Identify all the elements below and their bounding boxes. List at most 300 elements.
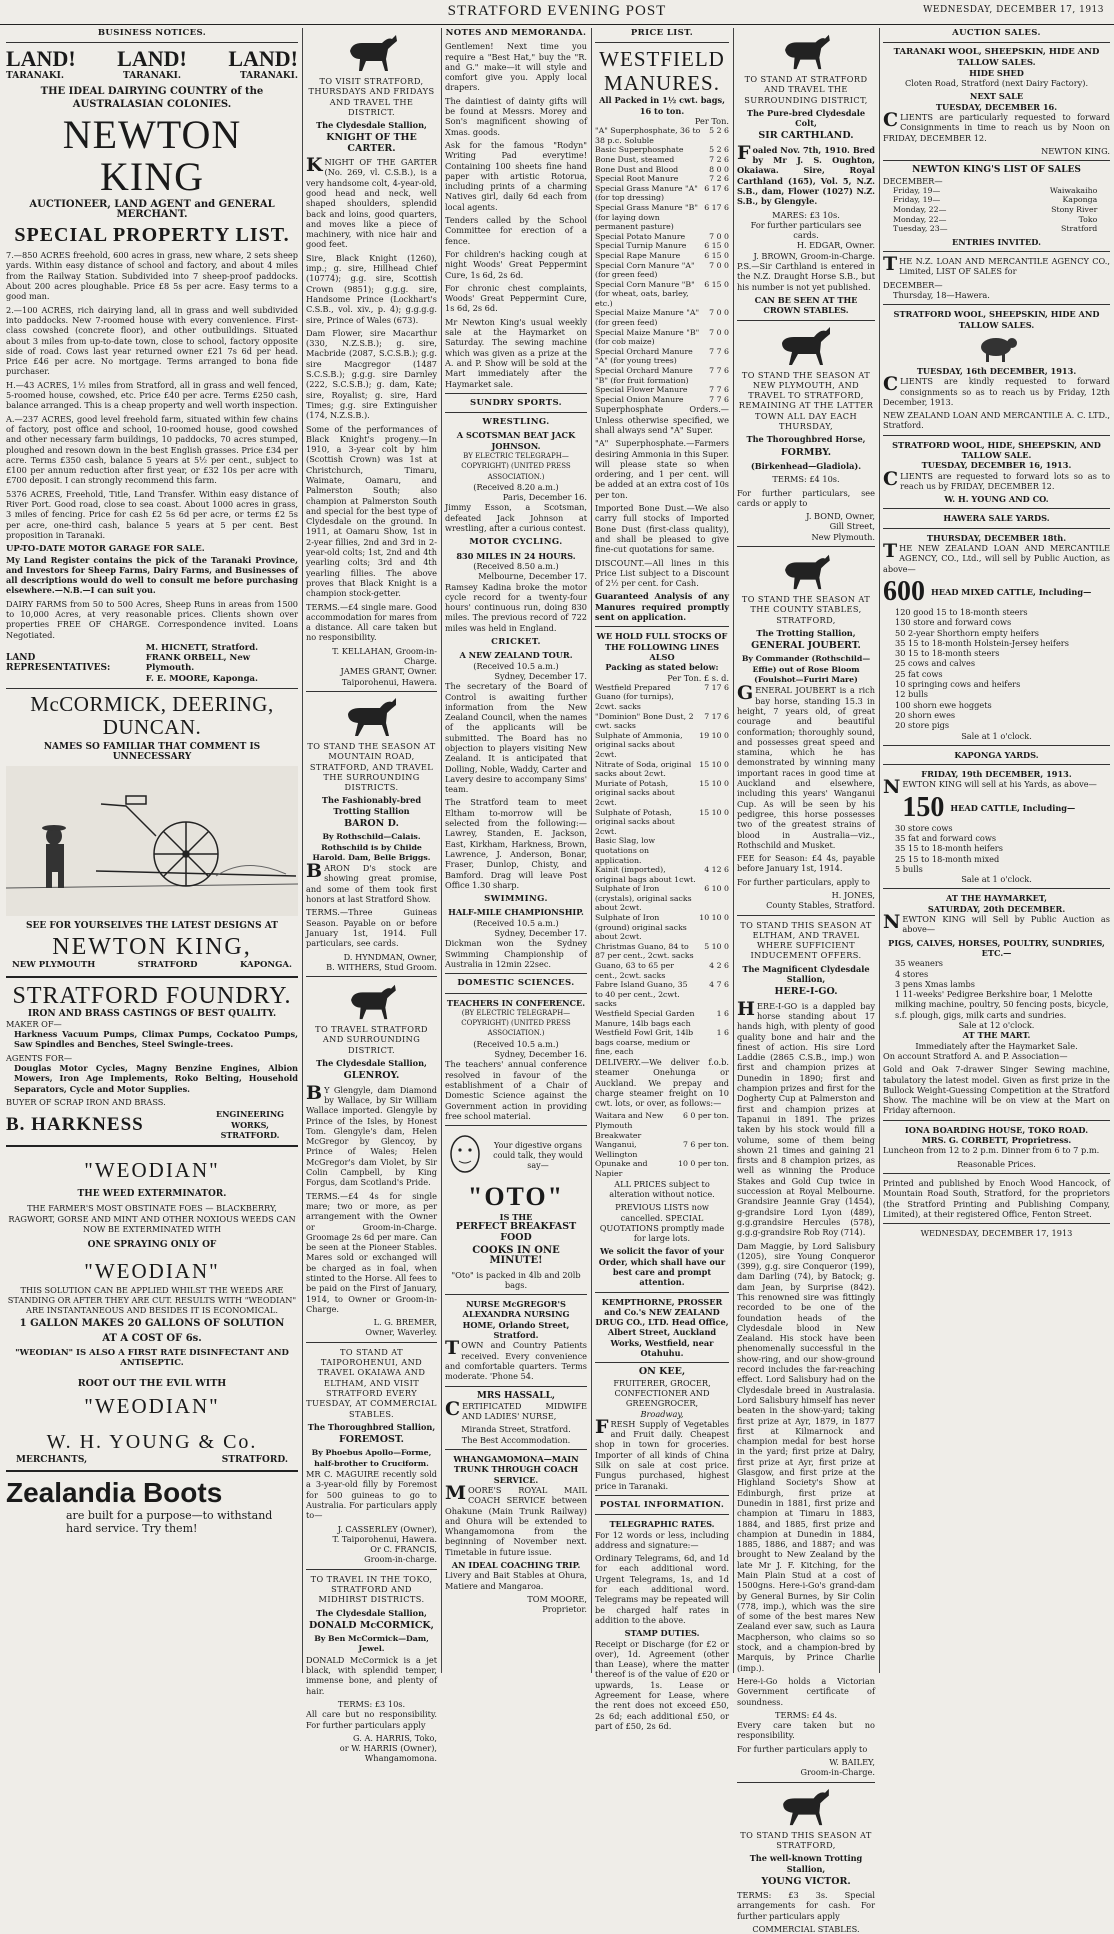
table-row xyxy=(595,942,729,961)
fertiliser-price-table xyxy=(595,683,729,1057)
item-name: Special Maize Manure "A" (for green feed) xyxy=(595,308,700,328)
stallion-signature xyxy=(737,240,875,261)
sig-line: Or C. FRANCIS, xyxy=(370,1544,437,1555)
land-word: LAND! xyxy=(228,46,298,72)
packed-line: All Packed in 1½ cwt. bags, 16 to ton. xyxy=(599,95,725,116)
item-name: Westfield Prepared Guano (for turnips), 2cwt. sacks xyxy=(595,682,674,712)
iona-heading: IONA BOARDING HOUSE, TOKO ROAD. xyxy=(904,1124,1089,1135)
packing-label: Packing as stated below: xyxy=(605,662,719,673)
sig-line: Groom-in-Charge. xyxy=(800,1767,875,1778)
haymarket: AT THE HAYMARKET, xyxy=(946,893,1047,904)
stallion-type: The Clydesdale Stallion, xyxy=(316,1058,427,1069)
auctioneer-line: AUCTIONEER, LAND AGENT and GENERAL MERCHANT. xyxy=(29,198,275,220)
note-item: For chronic chest complaints, Woods' Great Peppermint Cure, 1s 6d, 2s 6d. xyxy=(445,282,587,314)
item-price: Stratford xyxy=(1061,224,1098,234)
stallion-note: For further particulars, apply to xyxy=(737,876,870,887)
sig-line: or W. HARRIS (Owner), xyxy=(339,1743,437,1754)
stallion-text: BARON D's stock are showing great promise, and some of them took first honors at last Stratford Show. xyxy=(306,860,437,905)
table-row xyxy=(595,1028,729,1057)
ideal-country: THE IDEAL DAIRYING COUNTRY of the AUSTRALASIAN COLONIES. xyxy=(40,85,264,110)
table-row xyxy=(595,145,729,155)
stallion-name: GLENROY. xyxy=(343,1070,400,1082)
column-stallions xyxy=(306,28,437,1764)
item-name: Opunake and Napier xyxy=(595,1159,648,1179)
taranaki-row xyxy=(6,71,298,81)
stallion-header: TO STAND THIS SEASON AT STRATFORD, xyxy=(740,1829,872,1850)
stallion-signature xyxy=(306,1317,437,1338)
headline: 830 MILES IN 24 HOURS. xyxy=(456,550,576,561)
oto-is: IS THE xyxy=(499,1212,533,1223)
section-header: AUCTION SALES. xyxy=(952,28,1041,38)
item-name: Sulphate of Potash, original sacks about 2cwt. xyxy=(595,807,675,836)
face-icon xyxy=(445,1130,485,1182)
stallion-text: KNIGHT OF THE GARTER (No. 269, vl. C.S.B.), is a very handsome colt, 4-year-old, good head and neck, well shaped shoulders, splendid back and loins, good quarters, and moves like a piece of machinery, with nice hair and good feet. xyxy=(306,154,437,250)
divider xyxy=(883,528,1110,529)
table-row xyxy=(595,1159,729,1178)
list-item: 130 store and forward cows xyxy=(895,617,1012,628)
article-text: The teachers' annual conference resolved in favour of the establishment of a Chair of Domestic Science against the Government action in providing free school material. xyxy=(445,1059,587,1121)
item-name: "Dominion" Bone Dust, 2 cwt. sacks xyxy=(595,711,694,731)
section-header: NOTES AND MEMORANDA. xyxy=(445,28,587,38)
article-text: Dickman won the Sydney Swimming Championship of Australia in 12min 22sec. xyxy=(445,938,587,969)
kaponga-yards: KAPONGA YARDS. xyxy=(954,749,1039,760)
sig-line: G. A. HARRIS, Toko, xyxy=(353,1732,437,1743)
list-item: 25 cows and calves xyxy=(895,658,976,669)
table-row xyxy=(893,215,1097,225)
merchants-label: MERCHANTS, xyxy=(16,1454,88,1465)
sig-line: T. Taiporohenui, Hawera. xyxy=(332,1533,437,1544)
telegraphic-rates: TELEGRAPHIC RATES. xyxy=(609,1519,715,1530)
item-price: 6 15 0 xyxy=(704,279,729,289)
byline: BY ELECTRIC TELEGRAPH—COPYRIGHT) (UNITED PRESS ASSOCIATION.) xyxy=(461,451,571,481)
stallion-name: FORMBY. xyxy=(780,446,832,458)
table-row xyxy=(595,760,729,779)
headline: HALF-MILE CHAMPIONSHIP. xyxy=(448,907,584,918)
harkness-works: ENGINEERING WORKS, STRATFORD. xyxy=(215,1109,285,1140)
divider xyxy=(6,1470,298,1472)
root-out-line: ROOT OUT THE EVIL WITH xyxy=(77,1377,227,1389)
item-price: Stony River xyxy=(1051,205,1098,215)
divider xyxy=(306,691,437,692)
young-co-title: W. H. YOUNG & Co. xyxy=(46,1430,258,1453)
item-price: 7 7 6 xyxy=(709,394,729,404)
item-price: 7 7 6 xyxy=(709,385,729,395)
stallion-type: The Clydesdale Stallion, xyxy=(316,120,427,131)
kempthorne: KEMPTHORNE, PROSSER and Co.'s NEW ZEALAND DRUG CO., LTD. Head Office, Albert Street, Auckland Works, Westfield, near Otahuhu. xyxy=(595,1296,729,1359)
item-price: 1 6 xyxy=(716,1028,729,1038)
item-price: 7 0 0 xyxy=(709,327,729,337)
oto-pack: "Oto" is packed in 4lb and 20lb bags. xyxy=(451,1269,581,1290)
list-item: 25 fat cows xyxy=(895,668,943,679)
cost-line: AT A COST OF 6s. xyxy=(102,1332,202,1344)
item-price: 7 0 0 xyxy=(709,308,729,318)
stallion-name: KNIGHT OF THE CARTER. xyxy=(326,132,417,154)
item-price: 7 2 6 xyxy=(709,154,729,164)
sale-date: SATURDAY, 20th DECEMBER. xyxy=(927,903,1066,914)
rep-name: FRANK ORBELL, New Plymouth. xyxy=(145,653,251,674)
buyer-line: BUYER OF SCRAP IRON AND BRASS. xyxy=(6,1096,166,1107)
stallion-name: FOREMOST. xyxy=(339,1434,404,1446)
young-merchants xyxy=(6,1455,298,1465)
stallion-text: Dam Flower, sire Macarthur (330, N.Z.S.B.); g. sire, Macbride (2087, S.C.S.B.); g.g. sire Macgregor (1487 S.C.S.B.); g.g.g. sire Darnley (222, S.C.S.B.); g. dam, Kate; sire, Royalist; g. sire, Hard Times; g.g. sire Extinguisher (174, N.Z.S.B.). xyxy=(306,327,437,421)
list-item: 25 15 to 18-month mixed xyxy=(895,853,1000,864)
item-name: Bone Dust and Blood xyxy=(595,164,679,174)
sig-line: Whangamomona. xyxy=(364,1753,437,1764)
clients-text: CLIENTS are particularly requested to forward Consignments in time to reach us by Noon on FRIDAY, DECEMBER 12. xyxy=(883,109,1110,143)
masthead xyxy=(0,0,1114,25)
dairy-farms-text: DAIRY FARMS from 50 to 500 Acres, Sheep Runs in areas from 1500 to 10,000 Acres, at very reasonable prices. Clients shown over properties FREE OF CHARGE. Correspondence invited. Loans Negotiated. xyxy=(6,598,298,640)
item-name: Special Corn Manure "A" (for green feed) xyxy=(595,260,695,280)
headline: A SCOTSMAN BEAT JACK JOHNSON. xyxy=(456,430,576,451)
young-co-sig: W. H. YOUNG AND CO. xyxy=(944,494,1049,505)
thursday-sale: Thursday, 18—Hawera. xyxy=(893,290,990,301)
stallion-text: BY Glengyle, dam Diamond by Wallace, by Sir William Wallace imported. Glengyle by Prince of the Isles, by Honest Tom. Glengyle's dam, Helen McGregor by Glencoy, by Prince of Wales; Helen McGregor's dam Violet, by Sir Colin Campbell, by King Forgus, dam Scotland's Pride. xyxy=(306,1081,437,1188)
see-for-yourselves: SEE FOR YOURSELVES THE LATEST DESIGNS AT xyxy=(26,920,278,931)
item-price: 7 0 0 xyxy=(709,231,729,241)
disinfectant-line: "WEODIAN" IS ALSO A FIRST RATE DISINFECTANT AND ANTISEPTIC. xyxy=(15,1348,289,1369)
lunch-times: Luncheon from 12 to 2 p.m. Dinner from 6 to 7 p.m. xyxy=(883,1145,1100,1156)
livery-text: Livery and Bait Stables at Ohura, Matiere and Mangaroa. xyxy=(445,1570,587,1591)
next-sale: NEXT SALE xyxy=(969,91,1024,102)
item-name: Special Orchard Manure "B" (for fruit formation) xyxy=(595,366,693,385)
table-row xyxy=(595,395,729,405)
sig-line: Owner, Waverley. xyxy=(365,1327,437,1338)
stallion-terms: TERMS.—£4 4s for single mare; two or more, as per arrangement with the Owner or Groom-in-Charge. Groomage 2s 6d per mare. Can be seen at the Pioneer Stables. Mares sold or exchanged will be charged as in foal, when stinted to the Horse. All fees to be paid on the First of January, 1914, to Owner or Groom-in-Charge. xyxy=(306,1190,437,1314)
item-name: Sulphate of Iron (crystals), original sacks about 2cwt. xyxy=(595,884,692,913)
section-header: POSTAL INFORMATION. xyxy=(599,1499,725,1510)
received: (Received 8.50 a.m.) xyxy=(473,560,559,571)
received: (Received 10.5 a.m.) xyxy=(473,1038,559,1049)
onkee-text: FRESH Supply of Vegetables and Fruit daily. Cheapest shop in town for groceries. Importer of all kinds of China Silk on sale at cost price. Fungus purchased, highest price in Taranaki. xyxy=(595,1415,729,1491)
divider xyxy=(595,1495,729,1496)
stallion-header: TO STAND AT STRATFORD AND TRAVEL THE SURROUNDING DISTRICT, xyxy=(744,74,868,105)
nk-sell: NEWTON KING will sell at his Yards, as above— xyxy=(883,776,1097,799)
table-row xyxy=(893,224,1097,234)
sig-line: County Stables, Stratford. xyxy=(766,900,875,911)
list-item: 20 shorn ewes xyxy=(895,709,956,720)
column-auction-sales xyxy=(883,28,1110,1673)
cattle-head: HEAD CATTLE, Including— xyxy=(950,802,1076,813)
list-item: 20 store pigs xyxy=(895,720,950,731)
divider xyxy=(595,1292,729,1293)
note-item: Mr Newton King's usual weekly sale at the Haymarket on Saturday. The sewing machine which was given as a prize at the A. and P. Show will be sold at the Mart immediately after the Haymarket sale. xyxy=(445,316,587,389)
sale-date: TUESDAY, DECEMBER 16. xyxy=(935,101,1058,112)
list-item: 100 shorn ewe hoggets xyxy=(895,699,992,710)
table-row xyxy=(595,165,729,175)
table-row xyxy=(893,195,1097,205)
rep-name: M. HICNETT, Stratford. xyxy=(145,642,259,653)
column-rule xyxy=(441,28,442,1673)
article-text: The secretary of the Board of Control is awaiting further information from the New Zealand Council, when the names of the applicants will be submitted. The Board has no objection to players visiting New Zealand. It is anticipated that Dolling, Noble, Waddy, Carter and Lavery desire to accompany Sims' team. xyxy=(445,681,587,795)
one-spraying: ONE SPRAYING ONLY OF xyxy=(87,1240,217,1251)
divider xyxy=(445,1294,587,1295)
divider xyxy=(445,973,587,974)
column-business-notices xyxy=(6,28,298,1673)
stallion-name: SIR CARTHLAND. xyxy=(758,130,854,142)
item-price: 6 17 6 xyxy=(704,183,729,193)
table-row xyxy=(595,884,729,913)
list-item: 4 stores xyxy=(895,968,929,979)
sale-time: Sale at 12 o'clock. xyxy=(958,1020,1035,1031)
rep-name: F. E. MOORE, Kaponga. xyxy=(145,673,259,684)
item-name: Fabre Island Guano, 35 to 40 per cent., 2cwt. sacks xyxy=(595,980,688,1009)
zealandia-sub: are built for a purpose—to withstand hard service. Try them! xyxy=(66,1509,273,1536)
names-familiar: NAMES SO FAMILIAR THAT COMMENT IS UNNECESSARY xyxy=(43,742,261,763)
note-item: The daintiest of dainty gifts will be found at Messrs. Morey and Son's magnificent showing of Xmas. goods. xyxy=(445,95,587,137)
list-item: 35 weaners xyxy=(895,958,943,969)
divider xyxy=(6,42,298,43)
divider xyxy=(883,251,1110,252)
headline: A NEW ZEALAND TOUR. xyxy=(459,650,573,661)
stallion-signature xyxy=(306,646,437,687)
pigs-heading: PIGS, CALVES, HORSES, POULTRY, SUNDRIES, ETC.— xyxy=(888,937,1105,958)
stallion-name: DONALD McCORMICK, xyxy=(309,1619,434,1631)
tom-moore: TOM MOORE, xyxy=(527,1593,587,1604)
pigs-list xyxy=(883,958,1110,1020)
location: NEW PLYMOUTH xyxy=(12,960,96,971)
divider xyxy=(595,42,729,43)
entries-invited: ENTRIES INVITED. xyxy=(952,236,1041,247)
note-item: Tenders called by the School Committee for erection of a fence. xyxy=(445,215,587,246)
we-hold: WE HOLD FULL STOCKS OF THE FOLLOWING LINES ALSO xyxy=(596,631,728,662)
article-text: Ramsey Kadina broke the motor cycle record for a twenty-four hours' continuous run, doing 830 miles. The previous record of 722 miles was held in England. xyxy=(445,581,587,633)
manure-note: DISCOUNT.—All lines in this Price List subject to a Discount of 2½ per cent. for Cash. xyxy=(595,557,729,589)
item-price: 5 2 6 xyxy=(709,126,729,136)
item-name: Special Grass Manure "A" (for top dressing) xyxy=(595,183,698,203)
cloten-road: Cloten Road, Stratford (next Dairy Factory). xyxy=(904,78,1089,89)
land-banner xyxy=(6,47,298,71)
table-row xyxy=(595,961,729,980)
nk-signature: NEWTON KING. xyxy=(1041,145,1110,156)
item-price: 7 2 6 xyxy=(709,174,729,184)
ideal-trip: AN IDEAL COACHING TRIP. xyxy=(451,1560,581,1570)
stallion-type: The Clydesdale Stallion, xyxy=(316,1607,427,1618)
divider xyxy=(6,688,298,689)
foundry-sub: IRON AND BRASS CASTINGS OF BEST QUALITY. xyxy=(27,1008,277,1019)
sig-line: J. CASSERLEY (Owner), xyxy=(337,1523,437,1534)
stamp-duties: STAMP DUTIES. xyxy=(624,1628,700,1639)
divider xyxy=(445,393,587,394)
item-price: 19 10 0 xyxy=(699,730,729,740)
item-price: 15 10 0 xyxy=(699,778,729,788)
item-name: Special Onion Manure xyxy=(595,394,684,404)
list-item: 12 bulls xyxy=(895,689,928,700)
divider xyxy=(883,764,1110,765)
nurse-text: TOWN and Country Patients received. Every convenience and comfortable quarters. Terms moderate. 'Phone 54. xyxy=(445,1337,587,1382)
table-row xyxy=(595,261,729,280)
wool-sales: STRATFORD WOOL, SHEEPSKIN, HIDE AND TALLOW SALES. xyxy=(893,309,1100,330)
table-row xyxy=(595,251,729,261)
item-name: Basic Superphosphate xyxy=(595,145,684,155)
item-price: 7 17 6 xyxy=(704,682,729,692)
horse-illustration xyxy=(342,31,402,73)
horse-illustration xyxy=(342,981,402,1021)
december-label: DECEMBER— xyxy=(883,279,943,290)
table-row xyxy=(595,683,729,712)
divider xyxy=(445,993,587,994)
column-manures xyxy=(595,28,729,1731)
cattle-count-row xyxy=(902,793,1110,823)
cattle-list xyxy=(883,823,1110,874)
reps-label: LAND REPRESENTATIVES: xyxy=(6,652,111,674)
divider xyxy=(6,976,298,978)
item-price: 8 0 0 xyxy=(709,164,729,174)
taranaki-label: TARANAKI. xyxy=(239,71,298,82)
nzloan-auction: THE NEW ZEALAND LOAN AND MERCANTILE AGENCY, CO., Ltd., will sell by Public Auction, as above— xyxy=(883,540,1110,574)
item-price: 7 7 6 xyxy=(709,346,729,356)
item-name: Waitara and New Plymouth Breakwater xyxy=(595,1111,664,1140)
item-name: Westfield Fowl Grit, 14lb bags coarse, medium or fine, each xyxy=(595,1028,694,1057)
stallion-signature xyxy=(306,1733,437,1764)
stallion-header: TO VISIT STRATFORD, THURSDAYS AND FRIDAYS AND TRAVEL THE DISTRICT. xyxy=(308,76,435,117)
item-name: Sulphate of Ammonia, original sacks about 2cwt. xyxy=(595,730,683,759)
stallion-terms: MARES: £3 10s. xyxy=(772,209,840,220)
manure-note: "A" Superphosphate.—Farmers desiring Ammonia in this Super. will please state so when ordering, and 1 per cent. will be added at an extra cost of 10s per ton. xyxy=(595,438,729,500)
harkness-sig xyxy=(6,1109,298,1140)
stallion-type: The Thoroughbred Horse, xyxy=(746,434,866,445)
item-price: 15 10 0 xyxy=(699,807,729,817)
divider xyxy=(737,915,875,916)
divider xyxy=(883,42,1110,43)
table-row xyxy=(595,913,729,942)
list-item: 35 fat and forward cows xyxy=(895,833,997,843)
property-listing: 7.—850 ACRES freehold, 600 acres in grass, new whare, 2 sets sheep yards. Within easy distance of school and factory, and about 4 miles from the Railway Station. Subdivided into 7 sheep-proof paddocks. About 200 acres ploughable. Price £8 5s per acre. Easy terms to a good man. xyxy=(6,250,298,302)
garage-heading: UP-TO-DATE MOTOR GARAGE FOR SALE. xyxy=(6,544,205,555)
item-price: 6 15 0 xyxy=(704,250,729,260)
mart-time: Immediately after the Haymarket Sale. xyxy=(915,1040,1078,1051)
nk-sell: NEWTON KING will Sell by Public Auction as above— xyxy=(883,911,1110,935)
location: STRATFORD xyxy=(137,960,198,971)
item-price: Toko xyxy=(1078,214,1098,224)
note: ALL PRICES subject to alteration without notice. xyxy=(609,1178,715,1199)
delivery-note: DELIVERY.—We deliver f.o.b. steamer Onehunga or Auckland. We prepay and charge steamer freight on 10 cwt. lots, or over, as follows:— xyxy=(595,1056,729,1109)
crown-stables: CAN BE SEEN AT THE CROWN STABLES. xyxy=(754,294,858,316)
wool-sales: TARANAKI WOOL, SHEEPSKIN, HIDE AND TALLOW SALES. xyxy=(893,47,1100,68)
nzloan-sig: NEW ZEALAND LOAN AND MERCANTILE A. C. LTD., Stratford. xyxy=(883,410,1110,431)
item-price: 6 15 0 xyxy=(704,241,729,251)
gallon-line: 1 GALLON MAKES 20 GALLONS OF SOLUTION xyxy=(19,1318,285,1330)
divider xyxy=(883,435,1110,436)
article-text: The Stratford team to meet Eltham to-morrow will be selected from the following:—Lawrey, Standen, E. Jackson, East, Kirkham, Harkness, Brown, Lawrence, J. Anderson, Bonar, Fraser, Dunlop, Chisty, and Bamford. Drag will leave Post Office 1.30 sharp. xyxy=(445,797,587,890)
note-item: Gentlemen! Next time you require a "Best Hat," buy the "R. and G." make—it will style and comfort give you. Apply local drapers. xyxy=(445,41,587,93)
hassall-name: MRS HASSALL, xyxy=(476,1390,556,1401)
divider xyxy=(445,1449,587,1450)
per-ton: Per Ton. xyxy=(694,115,729,126)
stallion-header: TO TRAVEL STRATFORD AND SURROUNDING DISTRICT. xyxy=(315,1024,428,1055)
manure-note: Guaranteed Analysis of any Manures required promptly sent on application. xyxy=(595,591,729,623)
item-price: 5 2 6 xyxy=(709,145,729,155)
divider xyxy=(737,320,875,321)
sig-line: Groom-in-charge. xyxy=(364,1554,437,1565)
property-listing: 5376 ACRES, Freehold, Title, Land Transfer. Within easy distance of River Port. Good road, close to sea coast. About 1000 acres in grass, 3 miles of fencing. Price for cash £2 5s 6d per acre, or terms £2 5s per acre, one-third cash, balance 5 years at 5 per cent. Best proposition in Taranaki. xyxy=(6,488,298,540)
list-item: 35 15 to 18-month heifers xyxy=(895,843,1003,854)
item-price: 4 7 6 xyxy=(709,980,729,990)
nzloan-list: THE N.Z. LOAN AND MERCANTILE AGENCY CO., Limited, LIST OF SALES for xyxy=(883,253,1110,277)
item-price: 7 0 0 xyxy=(709,260,729,270)
property-listing: 2.—100 ACRES, rich dairying land, all in grass and well subdivided into paddocks. New 7-roomed house with every convenience. First-class cowshed (concrete floor), and other outbuildings. Situated about 3 miles from up-to-date town, close to school, factory opposite side of road. Cows last year returned owner £21 7s 6d per head. Price £46 per acre. No mortgage. Terms arranged to bona fide purchaser. xyxy=(6,304,298,377)
tele-text: Ordinary Telegrams, 6d, and 1d for each additional word. Urgent Telegrams, 1s, and 1d for each additional word. Telegrams may be repeated will be charged half rates in addition to the above. xyxy=(595,1553,729,1625)
received: (Received 10.5 a.m.) xyxy=(473,917,559,928)
stallion-terms: TERMS.—Three Guineas Season. Payable on or before January 1st, 1914. Full particulars, see cards. xyxy=(306,907,437,949)
nk-locations xyxy=(6,960,298,970)
oto-food: PERFECT BREAKFAST FOOD xyxy=(455,1221,577,1243)
item-price: 6 0 per ton. xyxy=(682,1111,729,1121)
stallion-text: Foaled Nov. 7th, 1910. Bred by Mr J. S. Oughton, Okaiawa. Sire, Royal Carthland (165), Vol. 5, N.Z. S.B., dam, Flower (1027) N.Z. S.B., by Glengyle. xyxy=(737,141,875,207)
sig-line: H. EDGAR, Owner. xyxy=(796,240,875,251)
location: KAPONGA. xyxy=(239,960,292,971)
column-news xyxy=(445,28,587,1673)
list-item: 50 2-year Shorthorn empty heifers xyxy=(895,627,1039,638)
stallion-text: Here-i-Go holds a Victorian Government certificate of soundness. xyxy=(737,1675,875,1707)
stallion-pedigree: By Commander (Rothschild—Effie) out of Rose Bloom (Foulshot—Furiri Mare) xyxy=(741,654,871,685)
per-ton: Per Ton. £ s. d. xyxy=(667,672,729,683)
stallion-name: GENERAL JOUBERT. xyxy=(751,640,861,652)
sig-line: L. G. BREMER, xyxy=(373,1317,437,1328)
dateline: Sydney, December 16. xyxy=(494,1049,587,1060)
proprietor: Proprietor. xyxy=(542,1604,587,1615)
special-property-title: SPECIAL PROPERTY LIST. xyxy=(14,224,290,247)
stallion-terms: TERMS.—£4 single mare. Good accommodation for mares from a distance. All care taken but no responsibility. xyxy=(306,601,437,643)
stallion-pedigree: (Birkenhead—Gladiola). xyxy=(750,460,862,471)
oto-title: "OTO" xyxy=(467,1182,565,1212)
harkness-name: B. HARKNESS xyxy=(6,1113,144,1135)
item-name: Friday, 19— xyxy=(893,185,941,195)
divider xyxy=(445,1125,587,1126)
sig-line: W. BAILEY, xyxy=(829,1757,875,1768)
hassall-address: Miranda Street, Stratford. xyxy=(461,1424,571,1435)
table-row xyxy=(595,184,729,203)
printer-imprint: Printed and published by Enoch Wood Hancock, of Mountain Road South, Stratford, for the proprietors (the Stratford Printing and Publishing Company, Limited), at their registered Office, Fenton Street. xyxy=(883,1177,1110,1219)
clients-text: CLIENTS are requested to forward lots so as to reach us by FRIDAY, DECEMBER 12. xyxy=(883,467,1110,491)
item-name: Friday, 19— xyxy=(893,195,941,205)
weodian-title: "WEODIAN" xyxy=(84,1158,220,1183)
foundry-title: STRATFORD FOUNDRY. xyxy=(12,982,292,1009)
item-price: 10 10 0 xyxy=(699,913,729,923)
stallion-signature xyxy=(737,511,875,542)
moore-text: MOORE'S ROYAL MAIL COACH SERVICE between Ohakune (Main Trunk Railway) and Ohura will be extended to Whangamomona from the beginning of November next. Timetable in future issue. xyxy=(445,1481,587,1557)
stratford-label: STRATFORD. xyxy=(221,1454,288,1465)
cattle-count-row xyxy=(883,577,1110,607)
item-price: 6 10 0 xyxy=(704,884,729,894)
column-rule xyxy=(733,28,734,1673)
whanga-heading: WHANGAMOMONA—MAIN TRUNK THROUGH COACH SERVICE. xyxy=(453,1454,579,1485)
divider xyxy=(595,626,729,627)
item-price: 4 12 6 xyxy=(704,865,729,875)
table-row xyxy=(595,779,729,808)
stallion-type: The well-known Trotting Stallion, xyxy=(749,1853,863,1874)
table-row xyxy=(595,836,729,865)
stallion-type: The Thoroughbred Stallion, xyxy=(307,1421,436,1432)
agents-label: AGENTS FOR— xyxy=(6,1052,73,1063)
item-name: Special Grass Manure "B" (for laying down permanent pasture) xyxy=(595,202,698,232)
stallion-terms: TERMS: £4 10s. xyxy=(772,474,840,485)
westfield-title: WESTFIELD MANURES. xyxy=(599,47,725,96)
sig-line: T. KELLAHAN, Groom-in-Charge. xyxy=(332,645,437,667)
weed-exterminator: THE WEED EXTERMINATOR. xyxy=(77,1189,227,1200)
table-row xyxy=(595,241,729,251)
table-row xyxy=(595,366,729,385)
oto-ad xyxy=(445,1130,587,1182)
list-item: 30 15 to 18-month steers xyxy=(895,648,1000,659)
hide-shed: HIDE SHED xyxy=(969,67,1024,78)
list-item: 5 bulls xyxy=(895,863,923,874)
sig-line: H. JONES, xyxy=(831,890,875,900)
item-price: 7 17 6 xyxy=(704,711,729,721)
stallion-text: Dam Maggie, by Lord Salisbury (1205), sire Young Conqueror (399), g.g. sire Conqueror (199), dam Darling (74), by Batock; g. dam Jean, by Surprise (842). This renowned sire was fittingly recorded to be one of the foundation heads of the Clydesdale blood in New Zealand. His stock have been phenomenally successful in the show-ring, and our show-ground record includes the far-reaching effect. Lord Salisbury had on the Clydesdale breed in Australasia. Lord Salisbury himself has never beaten in the show-yard; taking first prize at Ayr, 1879, in 1877 first at Kilmarnock and champion medal for best horse in the yard; first prize at Dalry, first prize at Ayr, first prize at Glasgow, and first prize at the Highland Society's Show at Edinburgh, first prize at Dunedin in 1881, first prize and champion at Timaru in 1883, 1884, and 1885, first prize and champion at Dunedin in 1884, 1885, 1886, and 1887; and was brought to New Zealand by the late Mr J. F. Kitching, for the Main Plain Stud at a cost of 1500gns. Here-i-Go's grand-dam by General Burnes, by Sir Colin (778, imp.), which was the sire of some of the best mares New Zealand ever saw, such as Laura Macpherson, who claims so so stock, and a champion-bred by Marquis, by Prince Charlie (imp.). xyxy=(737,1240,875,1673)
list-item: 30 store cows xyxy=(895,822,953,833)
stallion-signature xyxy=(306,1524,437,1565)
item-price: 6 17 6 xyxy=(704,202,729,212)
